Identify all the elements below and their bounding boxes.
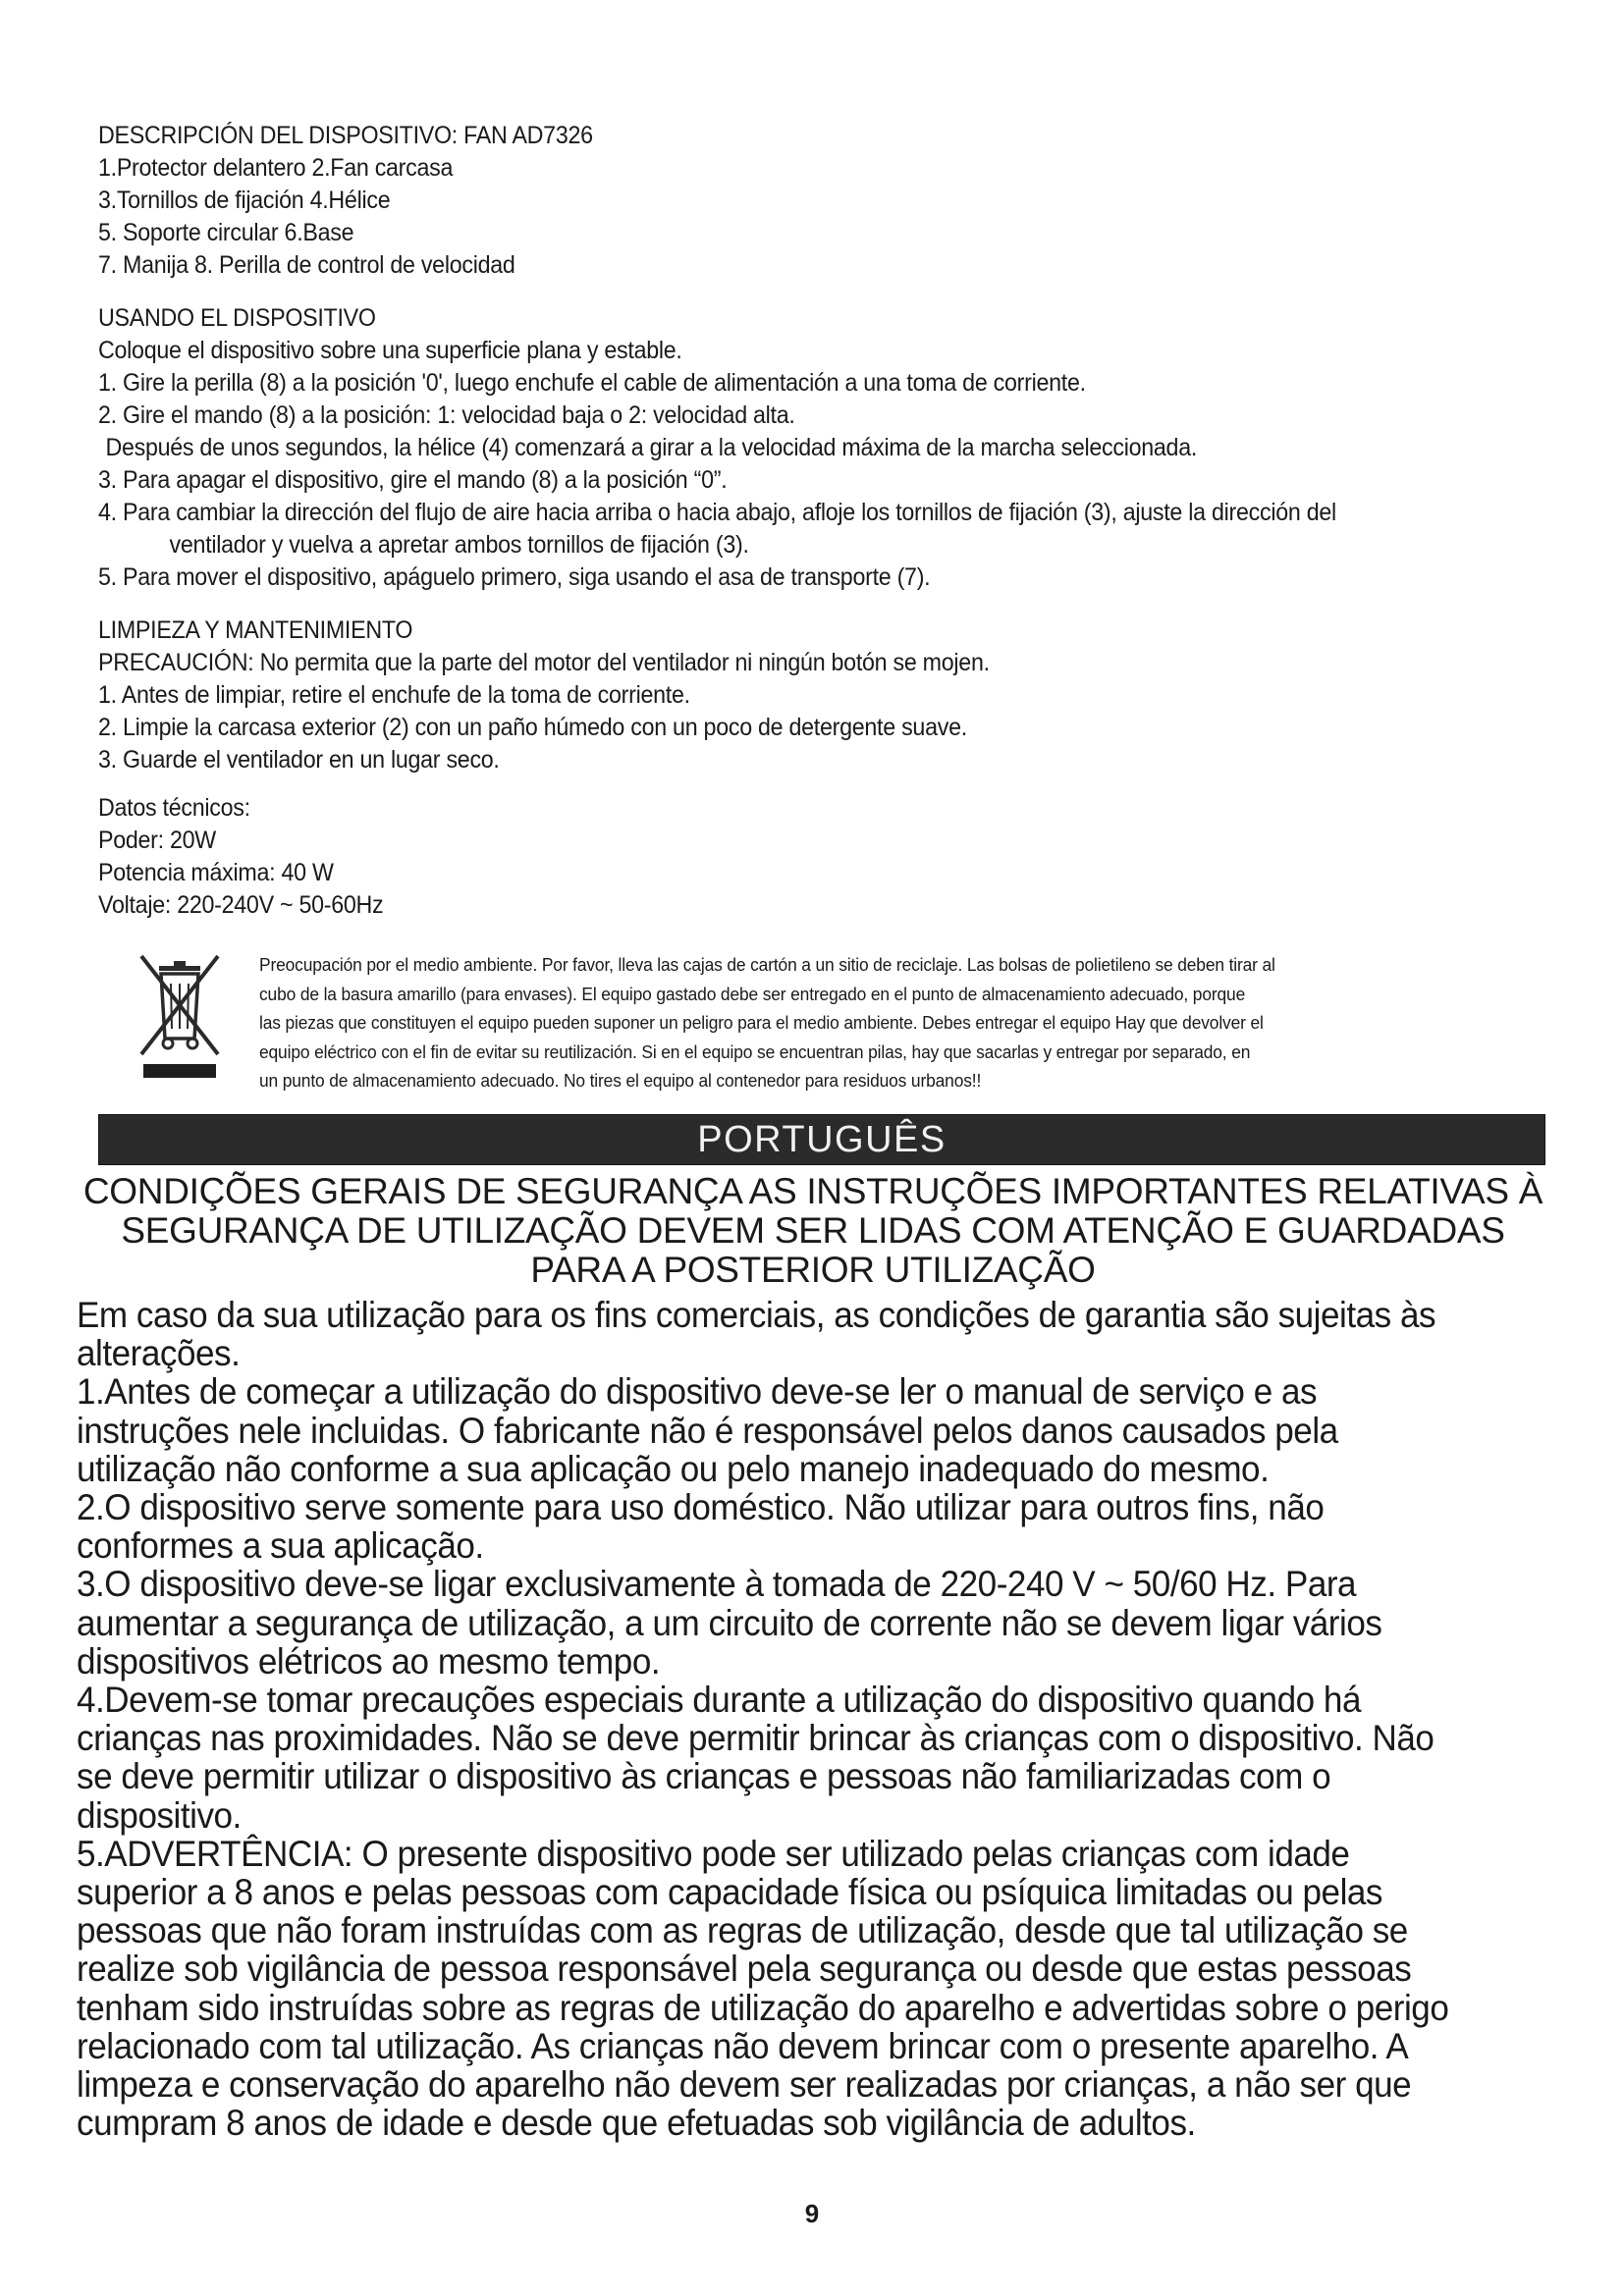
body-line: Em caso da sua utilização para os fins comerciais, as condições de garantia são sujeitas às xyxy=(77,1294,1436,1335)
body-line: 2.O dispositivo serve somente para uso doméstico. Não utilizar para outros fins, não xyxy=(77,1486,1325,1528)
body-line: dispositivos elétricos ao mesmo tempo. xyxy=(77,1639,661,1682)
cleaning-caution: PRECAUCIÓN: No permita que la parte del motor del ventilador ni ningún botón se mojen. xyxy=(98,649,990,676)
specs-line: Poder: 20W xyxy=(98,827,216,854)
using-step: 2. Gire el mando (8) a la posición: 1: velocidad baja o 2: velocidad alta. xyxy=(98,401,795,429)
page-number: 9 xyxy=(804,2199,820,2228)
body-line: conformes a sua aplicação. xyxy=(77,1524,484,1567)
body-line: aumentar a segurança de utilização, a um circuito de corrente não se devem ligar vários xyxy=(77,1601,1382,1643)
language-banner-label: PORTUGUÊS xyxy=(697,1118,947,1160)
using-title: USANDO EL DISPOSITIVO xyxy=(98,304,376,332)
environment-notice xyxy=(137,950,1542,1097)
body-line: utilização não conforme a sua aplicação ou pelo manejo inadequado do mesmo. xyxy=(77,1447,1270,1489)
body-line: alterações. xyxy=(77,1332,241,1374)
parts-line: 5. Soporte circular 6.Base xyxy=(98,219,354,246)
safety-heading-line: CONDIÇÕES GERAIS DE SEGURANÇA AS INSTRUÇÕES IMPORTANTES RELATIVAS À xyxy=(82,1171,1543,1211)
body-line: superior a 8 anos e pelas pessoas com capacidade física ou psíquica limitadas ou pelas xyxy=(77,1871,1382,1913)
safety-heading xyxy=(69,1172,1557,1290)
crossed-out-wheelie-bin-icon xyxy=(137,952,222,1080)
cleaning-title: LIMPIEZA Y MANTENIMIENTO xyxy=(98,616,413,644)
parts-line: 1.Protector delantero 2.Fan carcasa xyxy=(98,154,454,182)
body-line: tenham sido instruídas sobre as regras de utilização do aparelho e advertidas sobre o perigo xyxy=(77,1986,1449,2028)
using-step: 4. Para cambiar la dirección del flujo de aire hacia arriba o hacia abajo, afloje los tornillos de fijación (3), ajuste la dirección del xyxy=(98,499,1336,526)
using-step: 5. Para mover el dispositivo, apáguelo primero, siga usando el asa de transporte (7). xyxy=(98,563,931,591)
body-line: pessoas que não foram instruídas com as regras de utilização, desde que tal utilização se xyxy=(77,1909,1408,1951)
using-step-continuation: ventilador y vuelva a apretar ambos tornillos de fijación (3). xyxy=(169,531,749,559)
environment-text: un punto de almacenamiento adecuado. No tires el equipo al contenedor para residuos urbanos!! xyxy=(259,1070,982,1091)
body-line: 4.Devem-se tomar precauções especiais durante a utilização do dispositivo quando há xyxy=(77,1679,1361,1721)
using-step: 1. Gire la perilla (8) a la posición '0', luego enchufe el cable de alimentación a una toma de corriente. xyxy=(98,369,1086,397)
specs-line: Voltaje: 220-240V ~ 50-60Hz xyxy=(98,891,384,919)
body-line: realize sob vigilância de pessoa responsável pela segurança ou desde que estas pessoas xyxy=(77,1948,1412,1990)
cleaning-step: 2. Limpie la carcasa exterior (2) con un paño húmedo con un poco de detergente suave. xyxy=(98,714,967,741)
using-step: 3. Para apagar el dispositivo, gire el mando (8) a la posición “0”. xyxy=(98,466,728,494)
using-step-note: Después de unos segundos, la hélice (4) comenzará a girar a la velocidad máxima de la marcha seleccionada. xyxy=(105,434,1198,461)
environment-text: las piezas que constituyen el equipo pueden suponer un peligro para el medio ambiente. Debes entregar el equipo Hay que devolver el xyxy=(259,1012,1264,1033)
parts-line: 7. Manija 8. Perilla de control de velocidad xyxy=(98,251,515,279)
safety-heading-line: SEGURANÇA DE UTILIZAÇÃO DEVEM SER LIDAS COM ATENÇÃO E GUARDADAS xyxy=(121,1210,1505,1251)
body-line: limpeza e conservação do aparelho não devem ser realizadas por crianças, a não ser que xyxy=(77,2063,1412,2106)
specs-title: Datos técnicos: xyxy=(98,794,250,822)
parts-line: 3.Tornillos de fijación 4.Hélice xyxy=(98,187,391,214)
safety-heading-line: PARA A POSTERIOR UTILIZAÇÃO xyxy=(530,1250,1096,1290)
environment-text: equipo eléctrico con el fin de evitar su reutilización. Si en el equipo se encuentran pilas, hay que sacarlas y entregar por separado, en xyxy=(259,1041,1251,1062)
body-line: cumpram 8 anos de idade e desde que efetuadas sob vigilância de adultos. xyxy=(77,2102,1196,2144)
portuguese-body xyxy=(77,1296,1549,2142)
body-line: se deve permitir utilizar o dispositivo às crianças e pessoas não familiarizadas com o xyxy=(77,1755,1331,1797)
cleaning-step: 3. Guarde el ventilador en un lugar seco. xyxy=(98,746,500,774)
specs-line: Potencia máxima: 40 W xyxy=(98,859,334,886)
body-line: 3.O dispositivo deve-se ligar exclusivamente à tomada de 220-240 V ~ 50/60 Hz. Para xyxy=(77,1563,1357,1605)
cleaning-step: 1. Antes de limpiar, retire el enchufe de la toma de corriente. xyxy=(98,681,690,709)
device-description-title: DESCRIPCIÓN DEL DISPOSITIVO: FAN AD7326 xyxy=(98,122,593,149)
environment-text: cubo de la basura amarillo (para envases). El equipo gastado debe ser entregado en el punto de almacenamiento adecuado, porque xyxy=(259,983,1246,1004)
body-line: 5.ADVERTÊNCIA: O presente dispositivo pode ser utilizado pelas crianças com idade xyxy=(77,1832,1350,1874)
environment-text: Preocupación por el medio ambiente. Por favor, lleva las cajas de cartón a un sitio de reciclaje. Las bolsas de polietileno se deben tirar al xyxy=(259,954,1275,975)
body-line: 1.Antes de começar a utilização do dispositivo deve-se ler o manual de serviço e as xyxy=(77,1370,1318,1413)
body-line: instruções nele incluidas. O fabricante não é responsável pelos danos causados pela xyxy=(77,1409,1338,1451)
using-intro: Coloque el dispositivo sobre una superficie plana y estable. xyxy=(98,337,682,364)
spanish-section xyxy=(98,120,1532,922)
body-line: relacionado com tal utilização. As crianças não devem brincar com o presente aparelho. A xyxy=(77,2024,1409,2066)
language-banner xyxy=(98,1114,1545,1165)
body-line: dispositivo. xyxy=(77,1793,242,1836)
body-line: crianças nas proximidades. Não se deve permitir brincar às crianças com o dispositivo. Não xyxy=(77,1717,1435,1759)
